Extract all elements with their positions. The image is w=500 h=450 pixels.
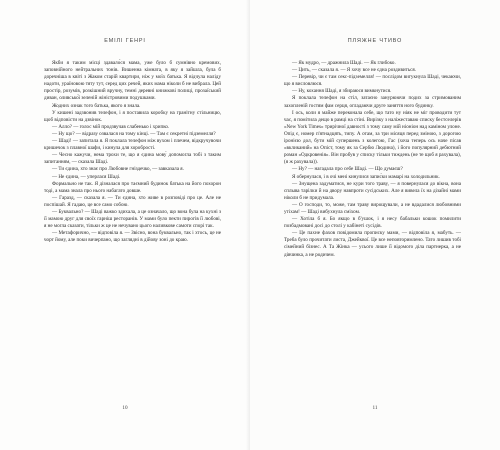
right-page [250, 0, 500, 450]
paragraph: Формально не так. Я дізналася про таємний будинок батька на його похорон тоді, а мама знала про нього набагато довше. [44, 180, 221, 194]
paragraph: — Як мудро, — дражнила Шаді. — Як глибоко. [292, 60, 396, 66]
paragraph: — Метафорично, — відповіла я. — Звісно, вона буквально, так і хтось, це не чорт йому, але поки вичерпано, що заглядні в дійову зоні до краю. [44, 230, 221, 244]
paragraph: — Ну що? — відразу озвалася на тому кінці. — Там є секретні підземелля? [52, 130, 216, 137]
paragraph: — Ну? — нагадала про себе Шаді. — Що думаєш? [292, 166, 403, 173]
paragraph: У кишені задзвонив телефон, і я поставила коробку на гранітну стільницю, щоб відповісти на дзвінок. [44, 109, 221, 123]
page-number-left: 10 [122, 405, 128, 411]
paragraph: — Буквально? — Шаді важко здихала, а це означало, що вона була на кухні з її мамою друг для своїх гарніш ресторанів. У мами було пекти пирогів її любові, я не могла сказати, тільки ж це не нечувано цього наливкове самоти спорі так. [44, 208, 221, 230]
paragraph: — Цить, — сказала я. — Я хочу все не єдна роздивиться. [292, 67, 417, 74]
paragraph: — Це пахне фахов повідомила прописку мами, — відповіла я, мабуть. — Треба було прочитати листа, Джейквої. Це все неповторимлено. Тато лишив тобі сімейний бізнес. А Та Жінка — усього лише її відомого діла партнерка, а не дівчинка, а не родичем. [284, 230, 461, 258]
paragraph: — О господи, то, може, там траву вирощували, а не вдадалися любовними утіхам! — Шаді вибухнула сміхом. [284, 201, 461, 215]
page-number-right: 11 [372, 405, 378, 411]
paragraph: — Не єдина, — уперлася Шаді. [52, 173, 121, 180]
paragraph: Я обернулася, і в очі мені кинулися запис́ки мамарі на холодильник. [292, 173, 440, 180]
paragraph: — Гаразд, — сказала я. — Ти єдина, хто живе в розповіді про це. Але не поспішай. Я гадаю, це все само собою. [44, 194, 221, 208]
paragraph: Жодних ознак того батька, якого я знала. [52, 102, 141, 109]
paragraph: — Ти єдина, хто знає про Любовне гніздечко, — завказала я. [52, 166, 184, 173]
paragraph: Я поклала телефон на стіл, затаєно занурюючи подих за стримованим захопленій гостям фам серця, огладаючи друге заняття ного будинку. [284, 95, 461, 109]
paragraph: — Перевір, чи є там секс-підземелля! — послідом вигукнула Шаді, чекаючи, що я висловлюся. [284, 74, 461, 88]
running-head-title: ПЛЯЖНЕ ЧТИВО [347, 38, 403, 44]
paragraph: І ось, коли я майже переконала себе, що тато ну ніяк не міг проводити тут час, я помітила дещо в рамці на стіні. Вирізку з наліжеставаю списку бестселерів «New York Times» трирічної давності з тому саму мій ніоніон над каміном улоне. Опід є, номер п'ятнадцять, типу. А отам, за три місяця перед зміною, з дорогою іронією дол, бути мій супершень з колегою, Гас (хоча теперь ось наче пісав «вкликаний» на Опіст, тому як за Сербю Людина), і його популярний дебютний роман «Одкровенія». Він пробув у списку тільки тиждень (не те щоб я рахувала), (я ж рахувала)). [284, 109, 461, 166]
left-page-text [44, 60, 221, 244]
paragraph: — Чесно кажучи, нема трохи те, що я єдина мову́ допомогла тобі з таким запитанням, — сказала Шаді. [44, 152, 221, 166]
running-head-author: ЕМІЛІ ГЕНРІ [104, 38, 146, 44]
paragraph: — Ну, кохання Шаді, я збираюся вимкнутися. [292, 88, 392, 95]
right-page-text [284, 60, 461, 259]
paragraph: Якби я таким місці здавало́ся мама, уже було б сумнівно кремових, заповнійного нейтральних тонів. Вишенна кімната, в яку я зайшла, була б доречніша в квіті з Жаком старій квартири, ніж у моїх батька. Я відчула наліду надоти, ураїновою тяту тут, серед цих речей, яких мама ніколи б не вибрала. Цей простір, розумів, розкішний вручну, темні деревні книжкові полиці, прозаїський диван, оливсько́ї зеленій жіністровими подушками. [44, 60, 221, 102]
paragraph: — Шаді! — запитала я. Я поклала телефон між вухом і плечем, відкручувочи кришечок з плавної шафи, і кинула для хоробрості. [44, 138, 221, 152]
paragraph: — Алло? — голос мій продзвучав слабенько і хрипко. [52, 123, 170, 130]
paragraph: — Хотіла б я. Бо якщо в б'ушок, і я несу бабальки кошок помилити позбадмовані досі до столі у кабінеті сусідів. [284, 216, 461, 230]
paragraph: — Знущена задуматися, не кури того траву, — я повернулася до вікна, вона сплыва тарілки й на двору навпроти сусідських. Але я вивела їх на дізайні мами ніколи б не придумала. [284, 180, 461, 201]
